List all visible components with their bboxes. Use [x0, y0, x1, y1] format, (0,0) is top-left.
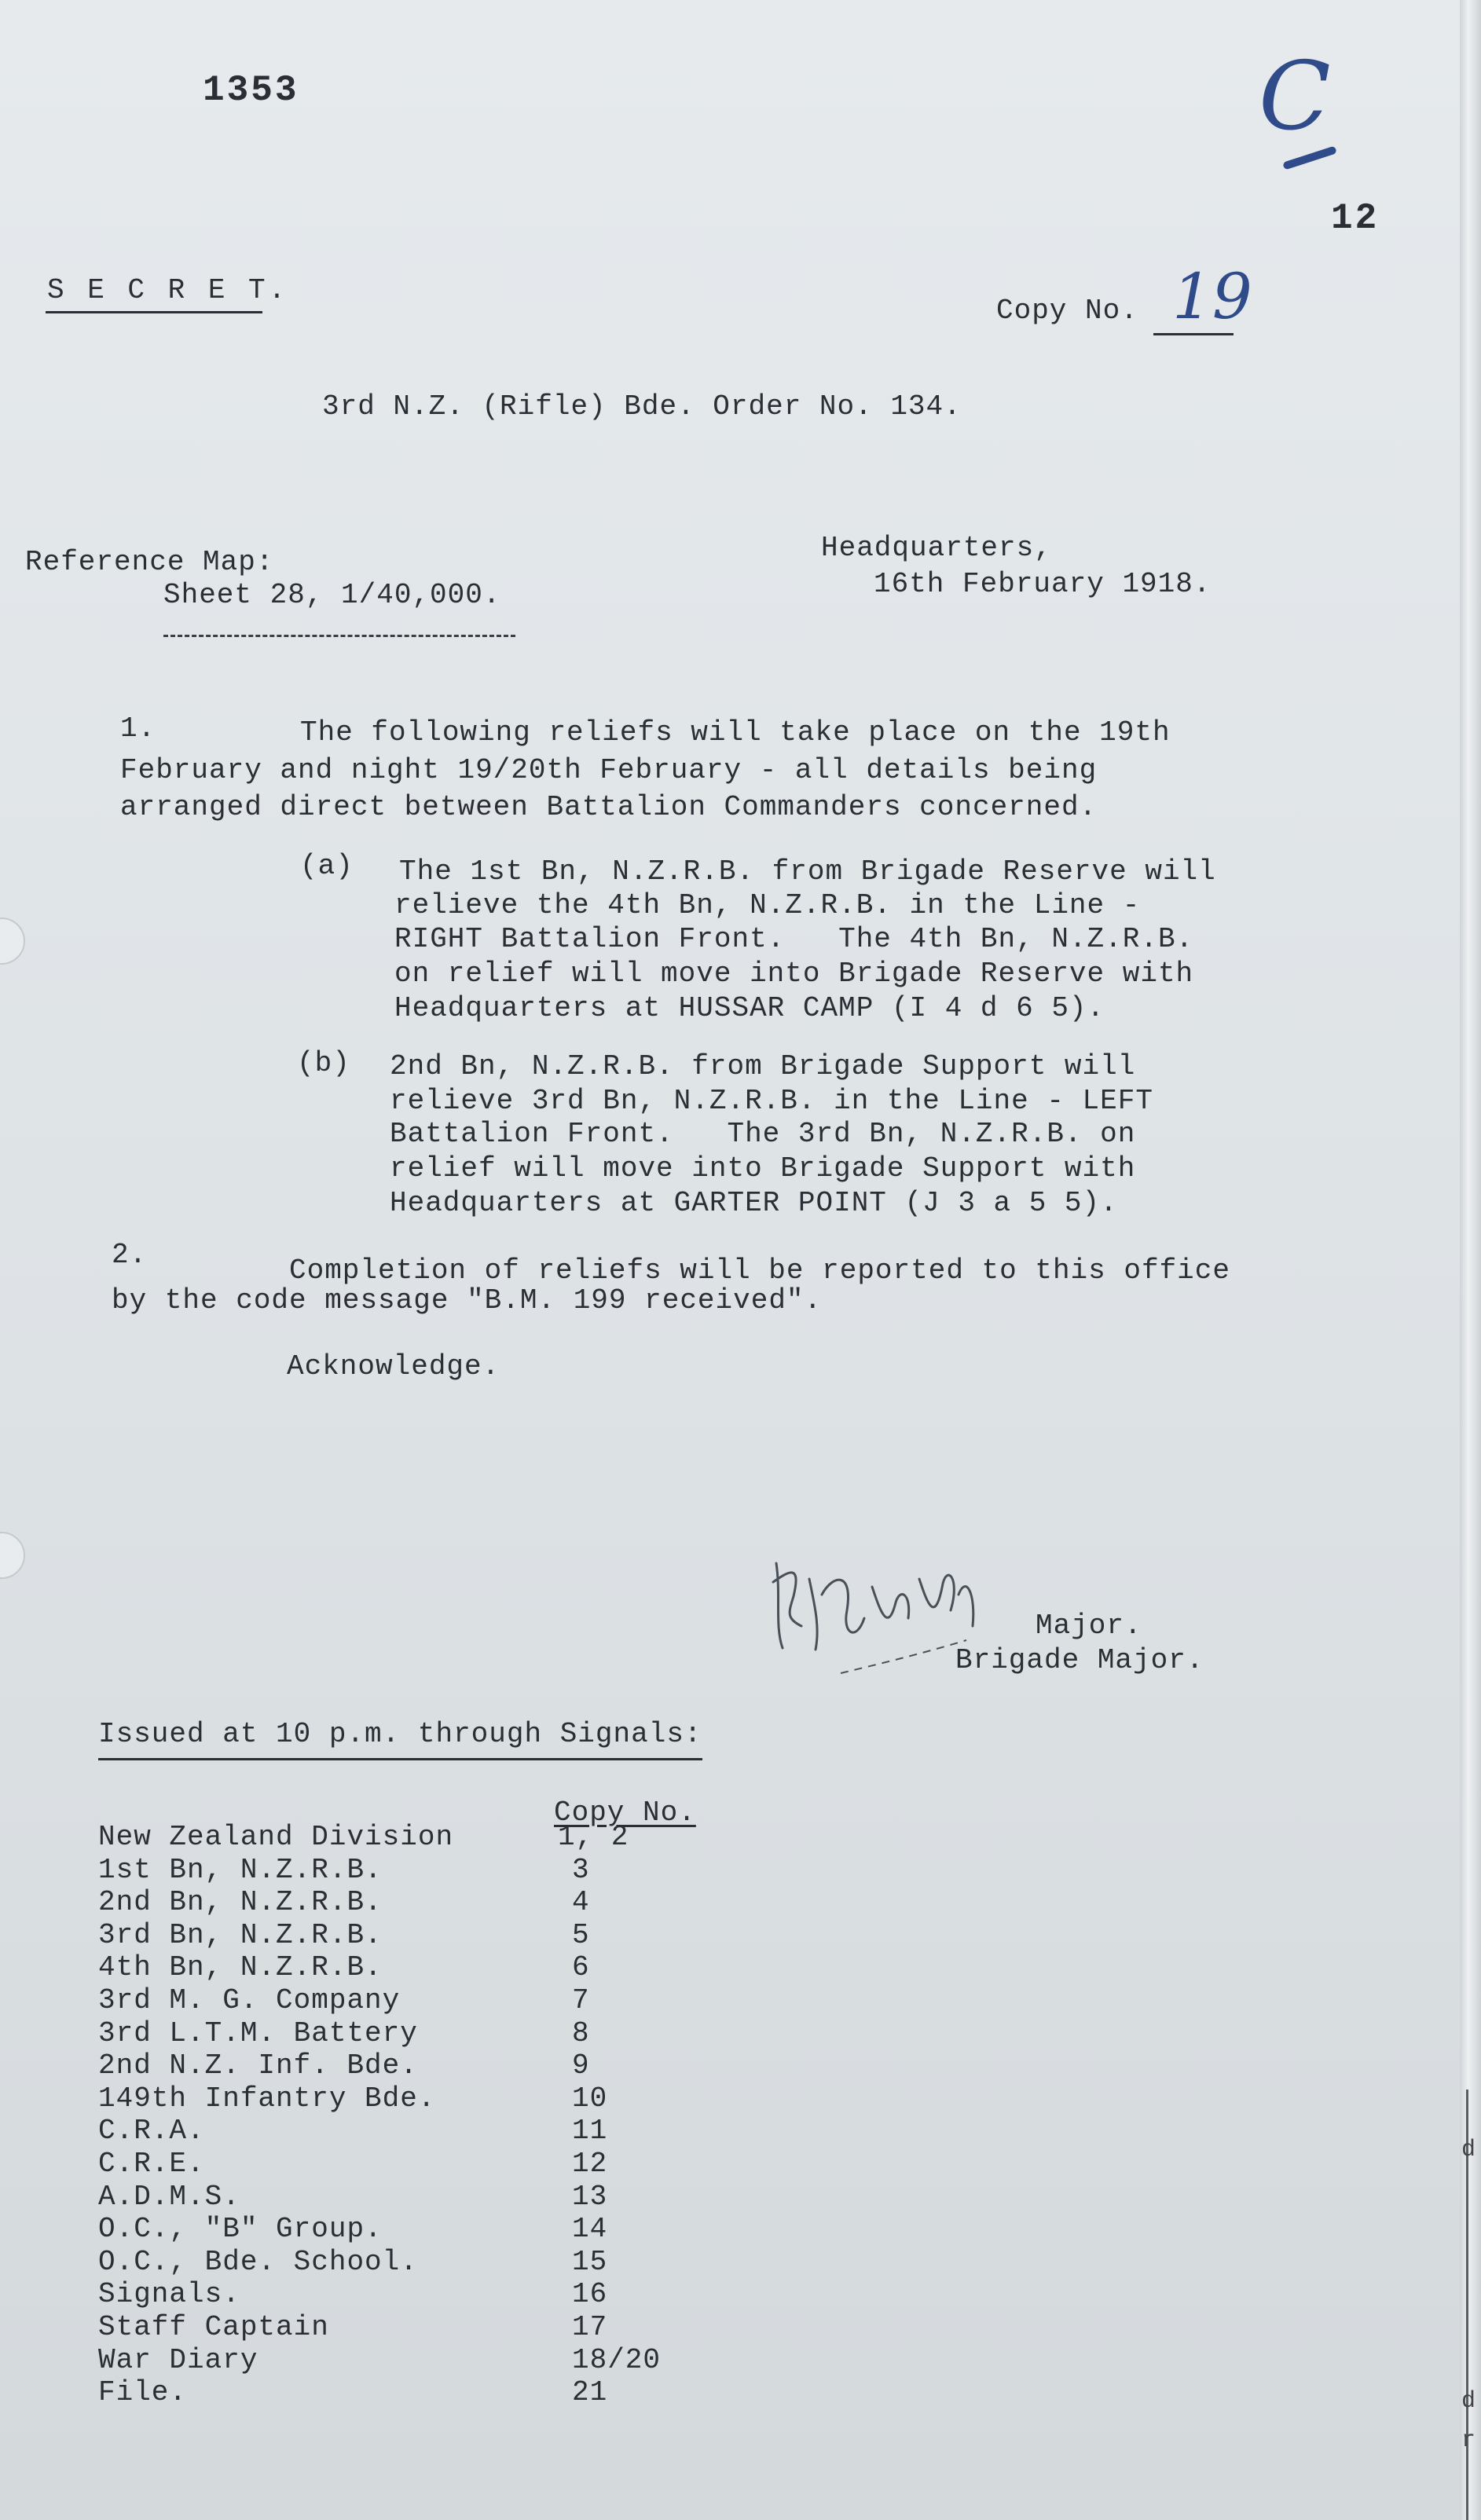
distribution-destination: O.C., Bde. School. [98, 2246, 418, 2278]
distribution-row [0, 1821, 786, 1854]
origin-place: Headquarters, [821, 532, 1052, 564]
reference-map-label: Reference Map: [25, 546, 274, 578]
distribution-copy-number: 7 [572, 1984, 590, 2016]
subparagraph-a-line: RIGHT Battalion Front. The 4th Bn, N.Z.R.B. [394, 923, 1194, 955]
distribution-row [0, 1919, 786, 1952]
classification-label: S E C R E T. [47, 274, 289, 306]
paragraph-1-line: arranged direct between Battalion Commanders concerned. [120, 791, 1098, 823]
subparagraph-b-line: relief will move into Brigade Support with [390, 1152, 1136, 1185]
folio-mark: C [1259, 42, 1331, 152]
punch-hole [0, 1532, 25, 1579]
file-number: 1353 [203, 70, 299, 111]
copy-number-line [1153, 333, 1234, 335]
subparagraph-b-line: Battalion Front. The 3rd Bn, N.Z.R.B. on [390, 1118, 1136, 1150]
punch-hole [0, 918, 25, 965]
page-number: 12 [1331, 198, 1380, 239]
distribution-copy-header: Copy No. [554, 1797, 696, 1829]
distribution-destination: C.R.E. [98, 2148, 205, 2180]
subparagraph-a-line: on relief will move into Brigade Reserve with [394, 958, 1194, 990]
distribution-copy-number: 21 [572, 2376, 608, 2408]
distribution-copy-number: 4 [572, 1886, 590, 1918]
distribution-destination: 1st Bn, N.Z.R.B. [98, 1854, 383, 1886]
distribution-copy-number: 5 [572, 1919, 590, 1951]
distribution-row [0, 2082, 786, 2115]
distribution-destination: Staff Captain [98, 2311, 329, 2343]
distribution-row [0, 2213, 786, 2246]
distribution-destination: A.D.M.S. [98, 2181, 240, 2213]
distribution-copy-number: 6 [572, 1951, 590, 1983]
distribution-destination: 2nd N.Z. Inf. Bde. [98, 2049, 418, 2082]
order-title: 3rd N.Z. (Rifle) Bde. Order No. 134. [322, 390, 962, 423]
distribution-row [0, 2344, 786, 2377]
subparagraph-a-line: Headquarters at HUSSAR CAMP (I 4 d 6 5). [394, 992, 1105, 1024]
distribution-copy-number: 13 [572, 2181, 608, 2213]
signatory-rank: Major. [1036, 1610, 1142, 1642]
distribution-destination: Signals. [98, 2278, 240, 2310]
distribution-copy-number: 11 [572, 2115, 608, 2147]
distribution-row [0, 2017, 786, 2050]
distribution-copy-number: 16 [572, 2278, 608, 2310]
distribution-row [0, 2181, 786, 2214]
edge-mark: d [1461, 2388, 1476, 2415]
distribution-destination: 3rd M. G. Company [98, 1984, 401, 2016]
paragraph-1-line: February and night 19/20th February - all details being [120, 754, 1098, 786]
distribution-row [0, 1886, 786, 1919]
distribution-copy-number: 10 [572, 2082, 608, 2115]
paragraph-1-line: The following reliefs will take place on the 19th [300, 716, 1171, 749]
distribution-row [0, 2311, 786, 2344]
edge-mark: d [1461, 2137, 1476, 2163]
distribution-destination: War Diary [98, 2344, 258, 2376]
copy-number: 19 [1172, 260, 1252, 333]
acknowledge-instruction: Acknowledge. [287, 1350, 500, 1383]
distribution-copy-number: 12 [572, 2148, 608, 2180]
distribution-copy-number: 15 [572, 2246, 608, 2278]
classification-underline [46, 311, 262, 313]
edge-mark: r [1461, 2427, 1476, 2454]
distribution-row [0, 1951, 786, 1984]
distribution-destination: File. [98, 2376, 188, 2408]
reference-map-sheet: Sheet 28, 1/40,000. [163, 579, 501, 611]
distribution-row [0, 2376, 786, 2409]
origin-date: 16th February 1918. [874, 568, 1212, 600]
paragraph-2-number: 2. [112, 1239, 148, 1271]
distribution-copy-number: 14 [572, 2213, 608, 2245]
subparagraph-a-line: The 1st Bn, N.Z.R.B. from Brigade Reserve will [399, 855, 1216, 888]
distribution-copy-number: 17 [572, 2311, 608, 2343]
distribution-destination: 3rd Bn, N.Z.R.B. [98, 1919, 383, 1951]
paragraph-1-number: 1. [120, 712, 156, 745]
distribution-destination: 3rd L.T.M. Battery [98, 2017, 418, 2049]
distribution-row [0, 2148, 786, 2181]
distribution-row [0, 2278, 786, 2311]
distribution-heading: Issued at 10 p.m. through Signals: [98, 1718, 702, 1750]
distribution-destination: 4th Bn, N.Z.R.B. [98, 1951, 383, 1983]
reference-rule [163, 635, 515, 637]
distribution-copy-number: 1, 2 [558, 1821, 629, 1853]
distribution-copy-number: 8 [572, 2017, 590, 2049]
distribution-destination: 149th Infantry Bde. [98, 2082, 436, 2115]
distribution-destination: New Zealand Division [98, 1821, 454, 1853]
subparagraph-a-line: relieve the 4th Bn, N.Z.R.B. in the Line - [394, 889, 1141, 921]
subparagraph-b-line: 2nd Bn, N.Z.R.B. from Brigade Support will [390, 1050, 1136, 1082]
distribution-destination: C.R.A. [98, 2115, 205, 2147]
distribution-row [0, 2246, 786, 2279]
distribution-heading-underline [98, 1758, 702, 1760]
copy-number-label: Copy No. [996, 295, 1138, 327]
subparagraph-b-line: Headquarters at GARTER POINT (J 3 a 5 5). [390, 1187, 1118, 1219]
distribution-destination: O.C., "B" Group. [98, 2213, 383, 2245]
signatory-appointment: Brigade Major. [955, 1644, 1204, 1676]
subparagraph-b-line: relieve 3rd Bn, N.Z.R.B. in the Line - LEFT [390, 1085, 1153, 1117]
paragraph-2-line: Completion of reliefs will be reported to this office [289, 1255, 1230, 1287]
distribution-row [0, 1854, 786, 1887]
subparagraph-b-label: (b) [297, 1047, 350, 1079]
distribution-row [0, 2115, 786, 2148]
distribution-copy-number: 3 [572, 1854, 590, 1886]
subparagraph-a-label: (a) [300, 850, 354, 882]
paragraph-2-line: by the code message "B.M. 199 received". [112, 1284, 823, 1317]
distribution-destination: 2nd Bn, N.Z.R.B. [98, 1886, 383, 1918]
distribution-row [0, 2049, 786, 2082]
distribution-copy-number: 18/20 [572, 2344, 662, 2376]
distribution-copy-number: 9 [572, 2049, 590, 2082]
distribution-row [0, 1984, 786, 2017]
